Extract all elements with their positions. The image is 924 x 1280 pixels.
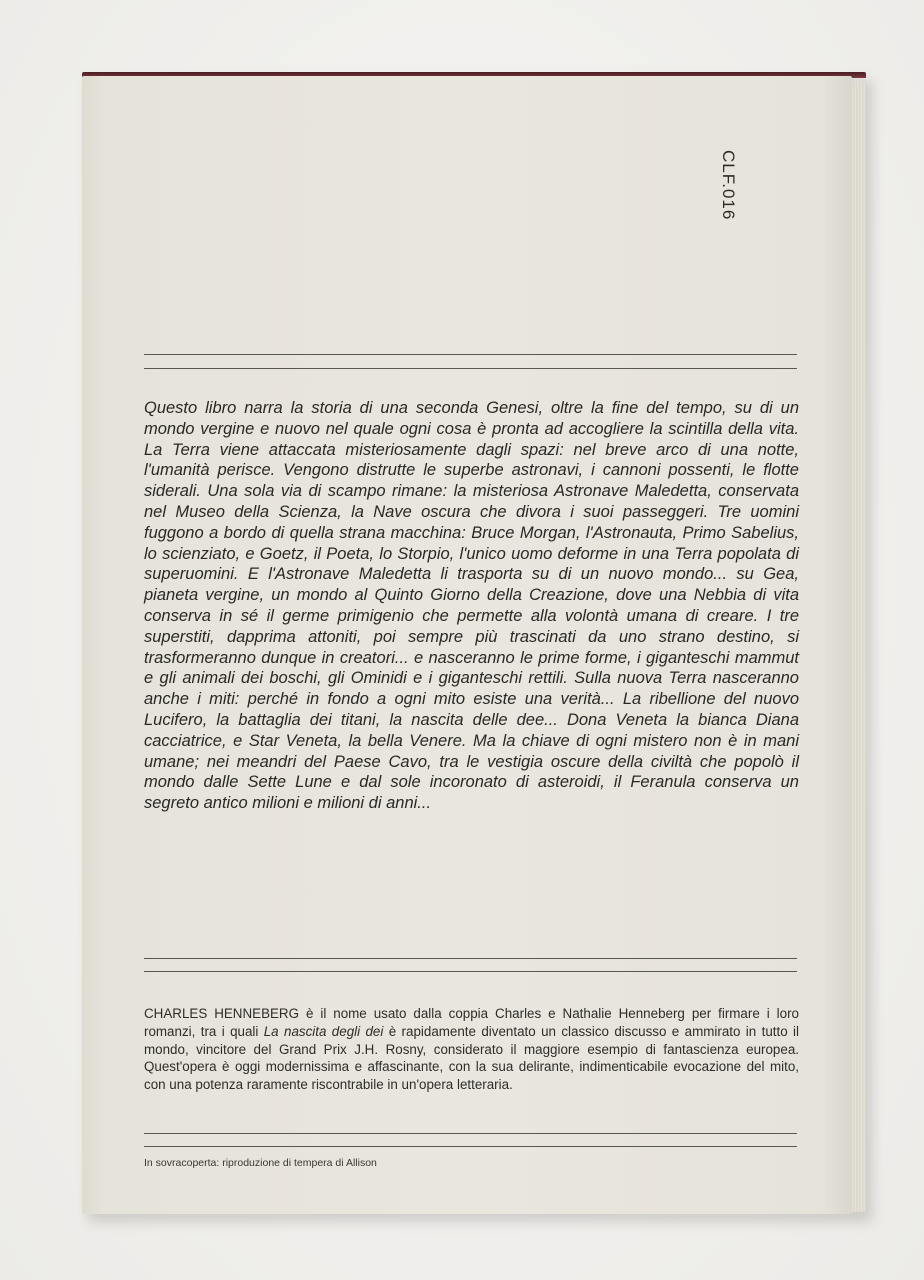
rule-bottom-2	[144, 1146, 797, 1147]
cover-art-credit: In sovracoperta: riproduzione di tempera di Allison	[144, 1157, 377, 1169]
bio-book-title: La nascita degli dei	[263, 1023, 384, 1039]
rule-middle-2	[144, 971, 797, 972]
author-bio	[144, 1005, 799, 1094]
synopsis-text: Questo libro narra la storia di una seconda Genesi, oltre la fine del tempo, su di un mondo vergine e nuovo nel quale ogni cosa è pronta ad accogliere la scintilla della vita. La Terra viene attaccata misteriosamente dagli spazi: nel breve arco di una notte, l'umanità perisce. Vengono distrutte le superbe astronavi, i cannoni possenti, le flotte siderali. Una sola via di scampo rimane: la misteriosa Astronave Maledetta, conservata nel Museo della Scienza, la Nave oscura che divora i suoi passeggeri. Tre uomini fuggono a bordo di quella strana macchina: Bruce Morgan, l'Astronauta, Primo Sabelius, lo scienziato, e Goetz, il Poeta, lo Storpio, l'unico uomo deforme in una Terra popolata di superuomini. E l'Astronave Maledetta li trasporta su di un nuovo mondo... su Gea, pianeta vergine, un mondo al Quinto Giorno della Creazione, dove una Nebbia di vita conserva in sé il germe primigenio che permette alla volontà umana di creare. I tre superstiti, dapprima attoniti, poi sempre più trascinati da uno strano destino, si trasformeranno dunque in creatori... e nasceranno le prime forme, i giganteschi mammut e gli animali dei boschi, gli Ominidi e i giganteschi rettili. Sulla nuova Terra nasceranno anche i miti: perché in fondo a ogni mito esiste una verità... La ribellione del nuovo Lucifero, la battaglia dei titani, la nascita delle dee... Dona Veneta la bianca Diana cacciatrice, e Star Veneta, la bella Venere. Ma la chiave di ogni mistero non è in mani umane; nei meandri del Paese Cavo, tra le vestigia oscure della civiltà che popolò il mondo dalle Sette Lune e dal sole incoronato di asteroidi, il Feranula conserva un segreto antico milioni e milioni di anni...	[144, 399, 799, 813]
catalog-code: CLF.016	[719, 150, 738, 221]
book-back-cover	[82, 72, 866, 1214]
rule-top-2	[144, 368, 797, 369]
bio-text-after: è rapidamente diventato un classico discusso e ammirato in tutto il mondo, vincitore del Grand Prix J.H. Rosny, considerato il maggiore esempio di fantascienza europea. Quest'opera è oggi modernissima e affascinante, con la sua delirante, indimenticabile evocazione del mito, con una potenza raramente riscontrabile in un'opera letteraria.	[144, 1023, 799, 1093]
rule-bottom-1	[144, 1133, 797, 1134]
bio-text-before: CHARLES HENNEBERG è il nome usato dalla coppia Charles e Nathalie Henneberg per firmare i loro romanzi, tra i quali	[144, 1006, 799, 1039]
page-edges	[852, 82, 866, 1212]
cover-surface	[82, 76, 852, 1214]
rule-top-1	[144, 354, 797, 355]
rule-middle-1	[144, 958, 797, 959]
